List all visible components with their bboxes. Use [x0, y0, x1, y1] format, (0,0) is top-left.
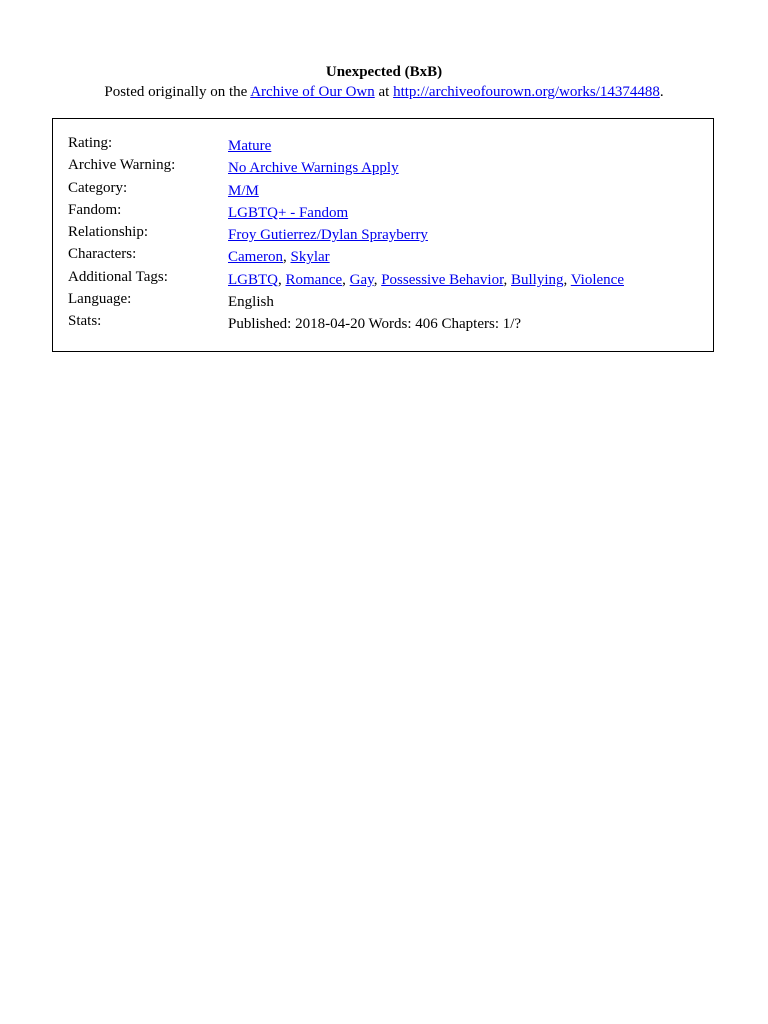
meta-row-additional-tags — [68, 269, 624, 291]
category-link[interactable]: M/M — [228, 182, 259, 199]
meta-row-stats — [68, 313, 624, 335]
relationship-link[interactable]: Froy Gutierrez/Dylan Sprayberry — [228, 227, 428, 244]
work-url-link[interactable]: http://archiveofourown.org/works/14374488 — [393, 84, 660, 100]
archive-warning-link[interactable]: No Archive Warnings Apply — [228, 160, 399, 177]
category-label: Category: — [68, 179, 128, 196]
tag-link[interactable]: Gay — [349, 271, 374, 288]
separator: , — [278, 271, 286, 288]
rating-label: Rating: — [68, 135, 113, 151]
additional-tags-label: Additional Tags: — [68, 268, 168, 285]
work-title: Unexpected (BxB) — [325, 64, 443, 80]
stats-label: Stats: — [68, 313, 102, 330]
fandom-label: Fandom: — [68, 201, 122, 218]
language-label: Language: — [68, 291, 132, 308]
character-link[interactable]: Cameron — [228, 249, 283, 266]
tag-link[interactable]: Possessive Behavior — [381, 271, 504, 288]
tag-link[interactable]: Romance — [285, 271, 343, 288]
archive-warning-label: Archive Warning: — [68, 157, 176, 174]
character-link[interactable]: Skylar — [290, 249, 330, 266]
meta-row-rating — [68, 135, 624, 157]
at-text: at — [374, 84, 394, 100]
posted-line — [0, 82, 768, 102]
work-meta-table — [68, 135, 624, 336]
posted-prefix: Posted originally on the — [104, 84, 251, 100]
relationship-label: Relationship: — [68, 224, 148, 241]
end-punct: . — [659, 84, 664, 100]
meta-row-category — [68, 180, 624, 202]
meta-row-archive-warning — [68, 157, 624, 179]
stats-value: Published: 2018-04-20 Words: 406 Chapters: 1/? — [228, 316, 522, 333]
separator: , — [282, 249, 291, 266]
archive-link[interactable]: Archive of Our Own — [250, 84, 375, 100]
meta-row-fandom — [68, 202, 624, 224]
rating-link[interactable]: Mature — [228, 138, 272, 154]
work-header — [0, 62, 768, 102]
meta-row-relationship — [68, 224, 624, 246]
separator: , — [503, 271, 511, 288]
separator: , — [342, 271, 350, 288]
fandom-link[interactable]: LGBTQ+ - Fandom — [228, 204, 349, 221]
characters-label: Characters: — [68, 246, 137, 263]
tag-link[interactable]: Bullying — [511, 271, 564, 288]
separator: , — [563, 271, 571, 288]
tag-link[interactable]: LGBTQ — [228, 271, 278, 288]
separator: , — [373, 271, 382, 288]
tag-link[interactable]: Violence — [570, 271, 624, 288]
meta-row-characters — [68, 246, 624, 268]
work-meta-box — [52, 118, 714, 352]
meta-row-language — [68, 291, 624, 313]
language-value: English — [228, 294, 274, 311]
